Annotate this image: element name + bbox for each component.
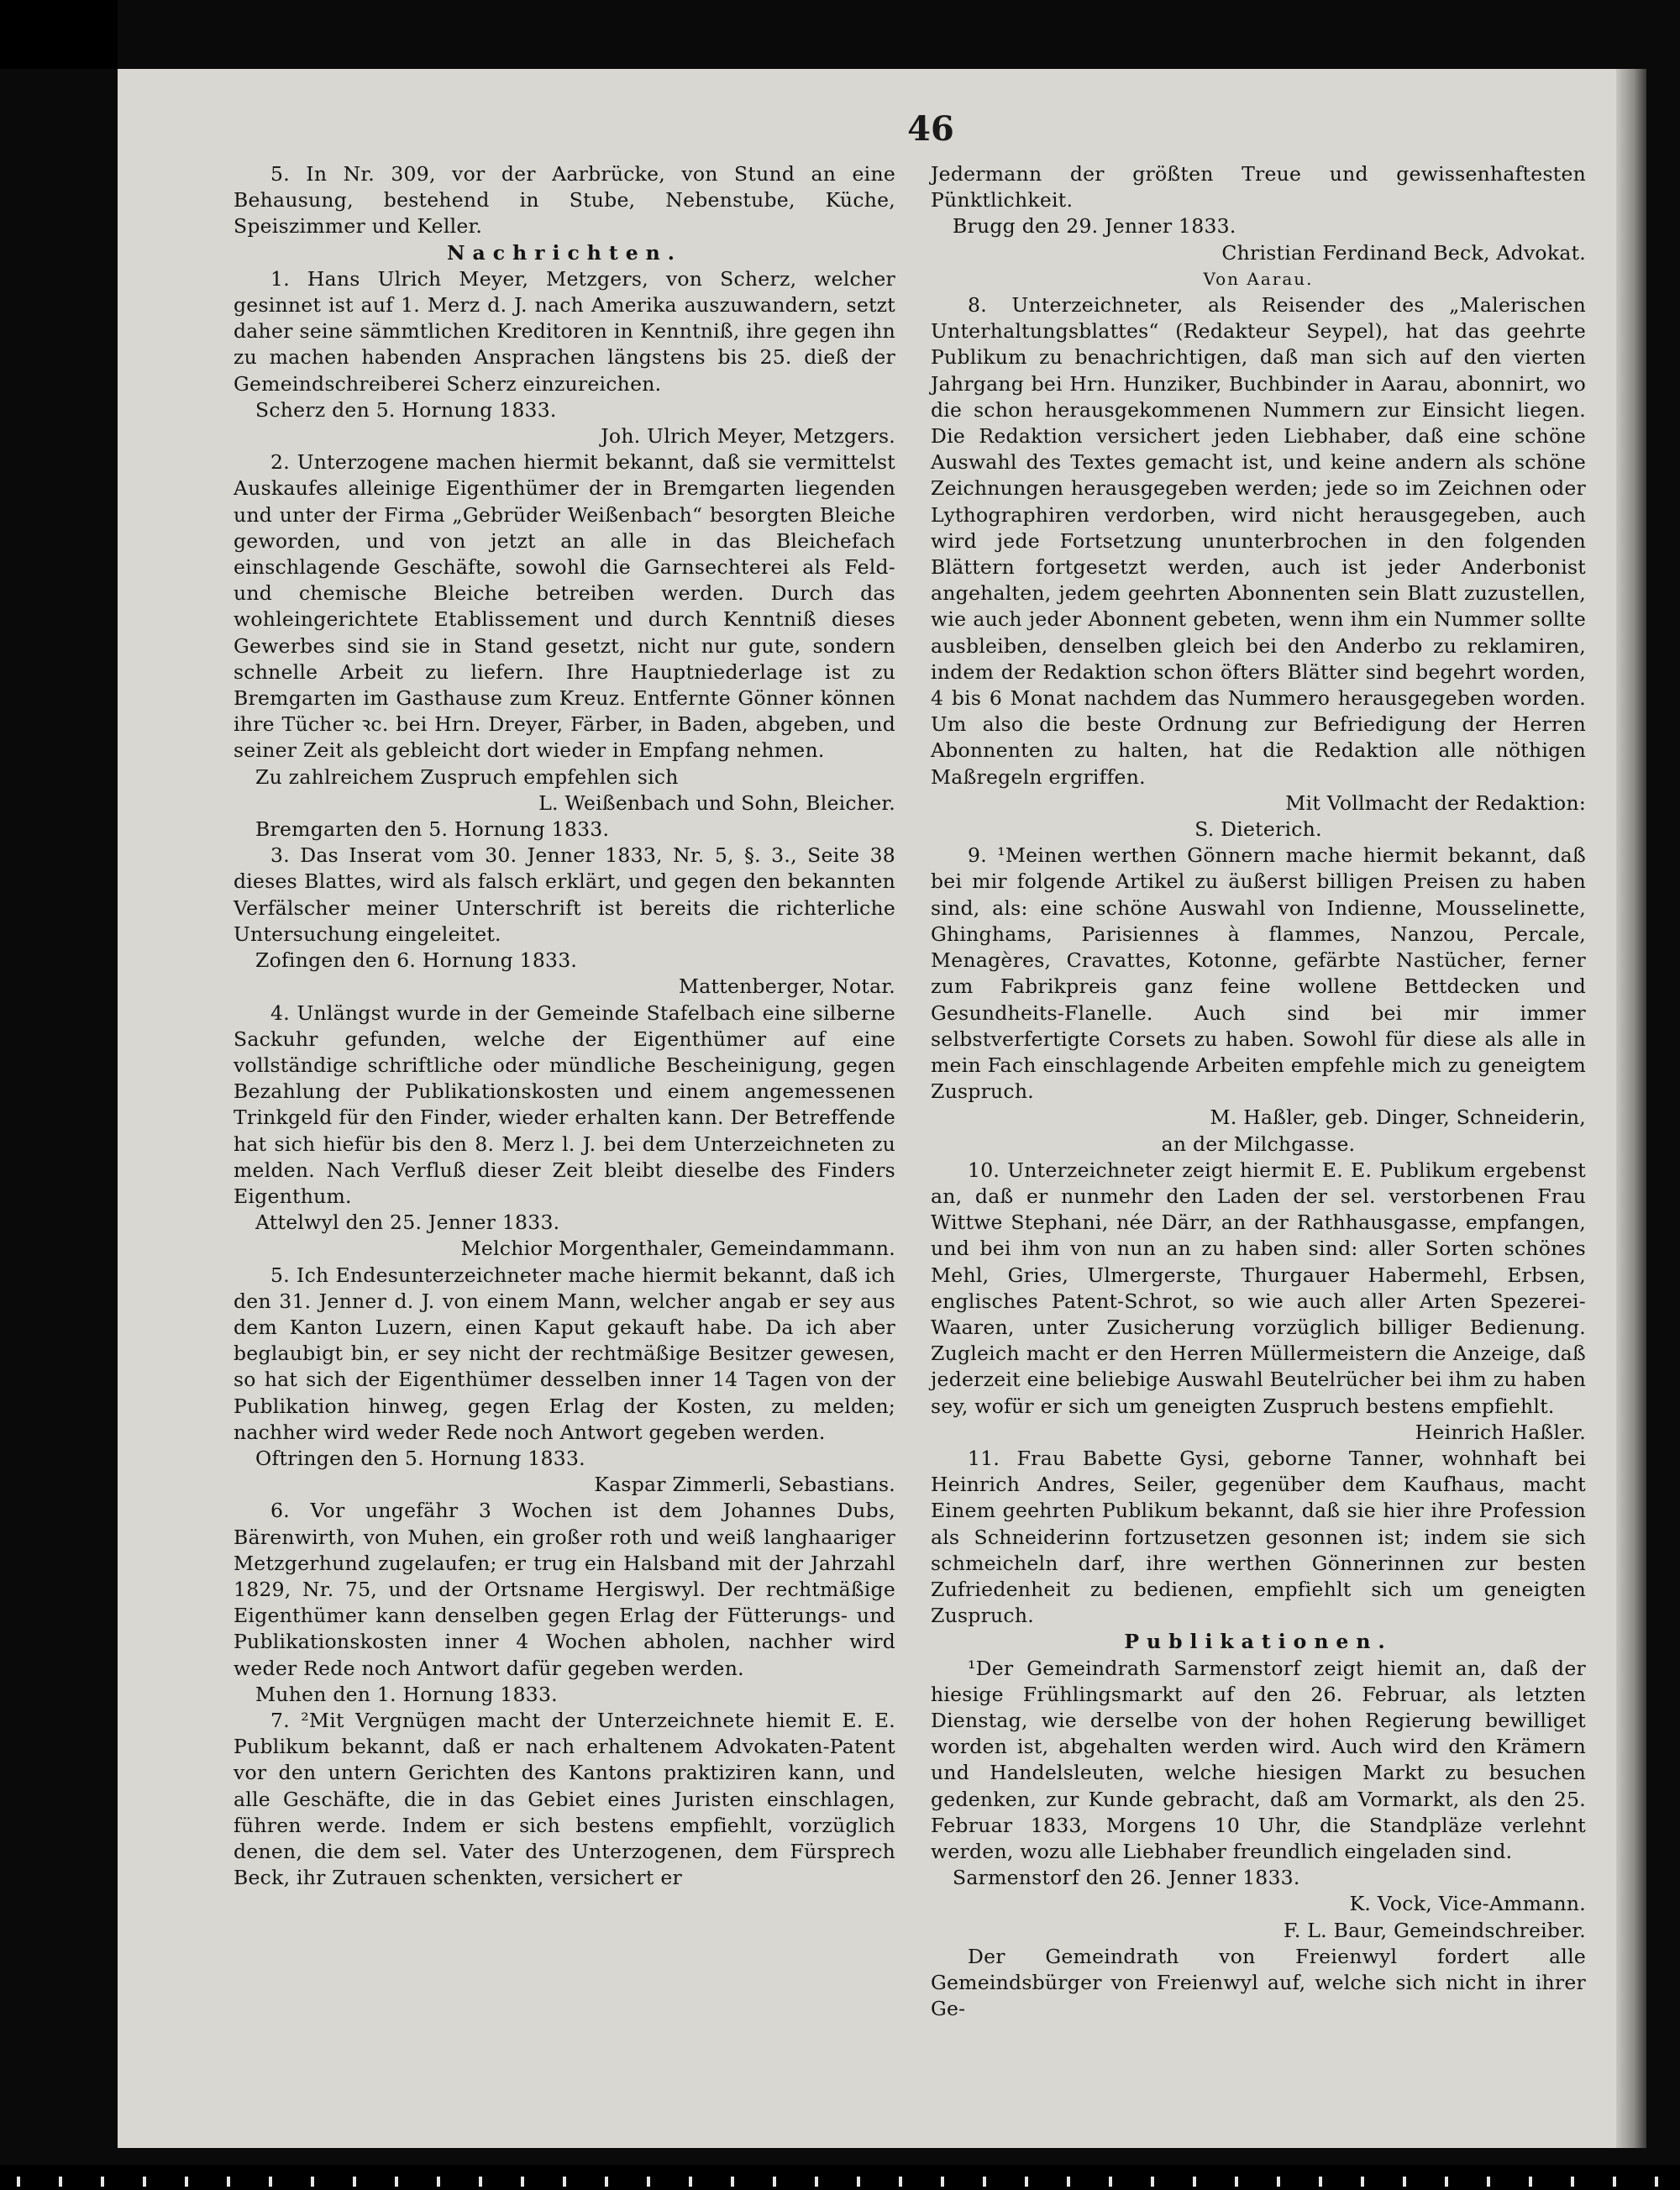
left-column: [234, 161, 895, 1891]
notice-n7: 7. ²Mit Vergnügen macht der Unterzeichnete hiemit E. E. Publikum bekannt, daß er nach erhaltenem Advokaten-Patent vor den untern Gerichten des Kantons praktiziren kann, und alle Geschäfte, die in das Gebiet eines Juristen einschlagen, führen werde. Indem er sich bestens empfiehlt, vorzüglich denen, die dem sel. Vater des Unterzogenen, dem Fürsprech Beck, ihr Zutrauen schenkten, versichert er: [234, 1708, 895, 1890]
notice-n6: 6. Vor ungefähr 3 Wochen ist dem Johannes Dubs, Bärenwirth, von Muhen, ein großer roth und weiß langhaariger Metzgerhund zugelaufen; er trug ein Halsband mit der Jahrzahl 1829, Nr. 75, und der Ortsname Hergiswyl. Der rechtmäßige Eigenthümer kann denselben gegen Erlag der Fütterungs- und Publikationskosten inner 4 Wochen abholen, nachher wird weder Rede noch Antwort dafür gegeben werden.: [234, 1499, 895, 1680]
right-column: [931, 161, 1586, 2022]
notice-n5: 5. Ich Endesunterzeichneter mache hiermit bekannt, daß ich den 31. Jenner d. J. von einem Mann, welcher angab er sey aus dem Kanton Luzern, einen Kaput gekauft habe. Da ich aber beglaubigt bin, er sey nicht der rechtmäßige Besitzer gewesen, so hat sich der Eigenthümer desselben inner 14 Tagen von der Publikation hinweg, gegen Erlag der Kosten, zu melden; nachher wird weder Rede noch Antwort gegeben werden.: [234, 1263, 895, 1444]
ruler-tick: [689, 2177, 692, 2187]
notice-n5-date: Oftringen den 5. Hornung 1833.: [255, 1446, 585, 1470]
notice-n10-signature: Heinrich Haßler.: [1415, 1420, 1586, 1444]
section-heading-nachrichten: Nachrichten.: [447, 240, 682, 265]
section-heading-publikationen: Publikationen.: [1124, 1630, 1393, 1654]
ruler-tick: [1151, 2177, 1154, 2187]
ruler-tick: [101, 2177, 104, 2187]
notice-n10: 10. Unterzeichneter zeigt hiermit E. E. Publikum ergebenst an, daß er nunmehr den Laden der sel. verstorbenen Frau Wittwe Stephani, née Därr, an der Rathhausgasse, empfangen, und bei ihm von nun an zu haben sind: aller Sorten schönes Mehl, Gries, Ulmergerste, Thurgauer Habermehl, Erbsen, englisches Patent-Schrot, so wie auch aller Arten Spezerei-Waaren, unter Zusicherung vorzüglich billiger Bedienung. Zugleich macht er den Herren Müllermeistern die Anzeige, daß jederzeit eine beliebige Auswahl Beutelrücher bei ihm zu haben sey, wofür er sich um geneigten Zuspruch bestens empfiehlt.: [931, 1158, 1586, 1418]
ruler-tick: [1571, 2177, 1574, 2187]
notice-n2-signature: L. Weißenbach und Sohn, Bleicher.: [538, 790, 895, 815]
ruler-tick: [941, 2177, 944, 2187]
notice-n3: 3. Das Inserat vom 30. Jenner 1833, Nr. 5, §. 3., Seite 38 dieses Blattes, wird als falsch erklärt, und gegen den bekannten Verfälscher meiner Unterschrift ist bereits die richterliche Untersuchung eingeleitet.: [234, 843, 895, 946]
scan-border: [0, 0, 118, 69]
scanner-ruler: [0, 2165, 1680, 2190]
ruler-tick: [437, 2177, 440, 2187]
ruler-tick: [899, 2177, 902, 2187]
notice-n4-date: Attelwyl den 25. Jenner 1833.: [255, 1211, 560, 1235]
ruler-tick: [1613, 2177, 1616, 2187]
publication-p1: ¹Der Gemeindrath Sarmenstorf zeigt hiemit an, daß der hiesige Frühlingsmarkt auf den 26. Februar, als letzten Dienstag, wie derselbe von der hohen Regierung bewilliget worden ist, abgehalten werden wird. Auch wird den Krämern und Handelsleuten, welche hiesigen Markt zu besuchen gedenken, zur Kunde gebracht, daß am Vormarkt, als den 25. Februar 1833, Morgens 10 Uhr, die Standpläze verlehnt werden, wozu alle Liebhaber freundlich eingeladen sind.: [931, 1656, 1586, 1863]
notice-n5-signature: Kaspar Zimmerli, Sebastians.: [594, 1473, 895, 1497]
ruler-tick: [479, 2177, 482, 2187]
ruler-tick: [143, 2177, 146, 2187]
ruler-tick: [605, 2177, 608, 2187]
notice-5-continued: 5. In Nr. 309, vor der Aarbrücke, von Stund an eine Behausung, bestehend in Stube, Nebenstube, Küche, Speiszimmer und Keller.: [234, 162, 895, 239]
newspaper-page: [118, 69, 1646, 2148]
notice-n2: 2. Unterzogene machen hiermit bekannt, daß sie vermittelst Auskaufes alleinige Eigenthümer der in Bremgarten liegenden und unter der Firma „Gebrüder Weißenbach“ besorgten Bleiche geworden, und von jetzt an alle in das Bleichefach einschlagende Geschäfte, sowohl die Garnsechterei als Feld- und chemische Bleiche betreiben werden. Durch das wohleingerichtete Etablissement und durch Kenntniß dieses Gewerbes sind sie in Stand gesetzt, nicht nur gute, sondern schnelle Arbeit zu liefern. Ihre Hauptniederlage ist zu Bremgarten im Gasthause zum Kreuz. Entfernte Gönner können ihre Tücher ꝛc. bei Hrn. Dreyer, Färber, in Baden, abgeben, und seiner Zeit als gebleicht dort wieder in Empfang nehmen.: [234, 450, 895, 763]
ruler-tick: [1487, 2177, 1490, 2187]
notice-n9-signature-line2: an der Milchgasse.: [1161, 1132, 1356, 1156]
subheading-von-aarau: Von Aarau.: [1203, 268, 1314, 289]
ruler-tick: [1529, 2177, 1532, 2187]
ruler-tick: [521, 2177, 524, 2187]
notice-n3-date: Zofingen den 6. Hornung 1833.: [255, 948, 578, 973]
ruler-tick: [1025, 2177, 1028, 2187]
notice-n11: 11. Frau Babette Gysi, geborne Tanner, wohnhaft bei Heinrich Andres, Seiler, gegenüber dem Kaufhaus, macht Einem geehrten Publikum bekannt, daß sie hier ihre Profession als Schneiderinn fortzusetzen gesonnen ist; indem sie sich schmeicheln darf, ihre werthen Gönnerinnen zur besten Zufriedenheit zu bedienen, empfiehlt sich um geneigten Zuspruch.: [931, 1446, 1586, 1628]
ruler-tick: [773, 2177, 776, 2187]
ruler-tick: [1655, 2177, 1658, 2187]
notice-n1-date: Scherz den 5. Hornung 1833.: [255, 397, 557, 422]
ruler-tick: [563, 2177, 566, 2187]
ruler-tick: [17, 2177, 20, 2187]
ruler-tick: [227, 2177, 230, 2187]
page-spine-shadow: [1616, 69, 1646, 2148]
ruler-tick: [1403, 2177, 1406, 2187]
notice-n1-signature: Joh. Ulrich Meyer, Metzgers.: [601, 424, 895, 449]
notice-n8-signature-line2: S. Dieterich.: [1194, 817, 1322, 842]
notice-n7-date: Brugg den 29. Jenner 1833.: [953, 214, 1236, 239]
publication-p1-signature-line2: F. L. Baur, Gemeindschreiber.: [1283, 1918, 1586, 1942]
ruler-tick: [1361, 2177, 1364, 2187]
ruler-tick: [1067, 2177, 1070, 2187]
ruler-tick: [857, 2177, 860, 2187]
ruler-tick: [395, 2177, 398, 2187]
ruler-tick: [185, 2177, 188, 2187]
notice-n1: 1. Hans Ulrich Meyer, Metzgers, von Scherz, welcher gesinnet ist auf 1. Merz d. J. nach Amerika auszuwandern, setzt daher seine sämmtlichen Kreditoren in Kenntniß, ihre gegen ihn zu machen habenden Ansprachen längstens bis 25. dieß der Gemeindschreiberei Scherz einzureichen.: [234, 266, 895, 396]
ruler-tick: [1277, 2177, 1280, 2187]
ruler-tick: [59, 2177, 62, 2187]
notice-n9-signature-line1: M. Haßler, geb. Dinger, Schneiderin,: [1210, 1106, 1586, 1130]
ruler-tick: [1109, 2177, 1112, 2187]
ruler-tick: [1193, 2177, 1196, 2187]
notice-n2-date: Bremgarten den 5. Hornung 1833.: [255, 817, 610, 842]
publication-p2: Der Gemeindrath von Freienwyl fordert alle Gemeindsbürger von Freienwyl auf, welche sich nicht in ihrer Ge-: [931, 1944, 1586, 2021]
publication-p1-signature-line1: K. Vock, Vice-Ammann.: [1349, 1892, 1586, 1916]
page-number: 46: [907, 109, 954, 149]
notice-n7-signature: Christian Ferdinand Beck, Advokat.: [1221, 240, 1586, 265]
ruler-tick: [815, 2177, 818, 2187]
notice-n8: 8. Unterzeichneter, als Reisender des „Malerischen Unterhaltungsblattes“ (Redakteur Seypel), hat das geehrte Publikum zu benachrichtigen, daß man sich auf den vierten Jahrgang bei Hrn. Hunziker, Buchbinder in Aarau, abonnirt, wo die schon herausgekommenen Nummern zur Einsicht liegen. Die Redaktion versichert jeden Liebhaber, daß eine schöne Auswahl des Textes gemacht ist, und keine andern als schöne Zeichnungen herausgegeben werden; jede so im Zeichnen oder Lythographiren verdorben, wird nicht herausgegeben, auch wird jede Fortsetzung ununterbrochen in den folgenden Blättern fortgesetzt werden, auch ist jeder Anderbonist angehalten, jedem geehrten Abonnenten sein Blatt zuzustellen, wie auch jeder Abonnent gebeten, wenn ihm ein Nummer sollte ausbleiben, denselben gleich bei den Anderbo zu reklamiren, indem der Redaktion schon öfters Blätter sind begehrt worden, 4 bis 6 Monat nachdem das Nummero herausgegeben worden. Um also die beste Ordnung zur Befriedigung der Herren Abonnenten zu halten, hat die Redaktion alle nöthigen Maßregeln ergriffen.: [931, 293, 1586, 789]
ruler-tick: [1445, 2177, 1448, 2187]
ruler-tick: [311, 2177, 314, 2187]
ruler-tick: [983, 2177, 986, 2187]
ruler-tick: [647, 2177, 650, 2187]
publication-p1-date: Sarmenstorf den 26. Jenner 1833.: [953, 1866, 1300, 1890]
ruler-tick: [1319, 2177, 1322, 2187]
notice-n4: 4. Unlängst wurde in der Gemeinde Stafelbach eine silberne Sackuhr gefunden, welche der Eigenthümer auf eine vollständige schriftliche oder mündliche Bescheinigung, gegen Bezahlung der Publikationskosten und einem angemessenen Trinkgeld für den Finder, wieder erhalten kann. Der Betreffende hat sich hiefür bis den 8. Merz l. J. bei dem Unterzeichneten zu melden. Nach Verfluß dieser Zeit bleibt dieselbe des Finders Eigenthum.: [234, 1000, 895, 1208]
notice-n6-date: Muhen den 1. Hornung 1833.: [255, 1682, 558, 1706]
notice-n7-continued: Jedermann der größten Treue und gewissenhaftesten Pünktlichkeit.: [931, 162, 1586, 213]
ruler-tick: [353, 2177, 356, 2187]
ruler-tick: [269, 2177, 272, 2187]
notice-n2-recommendation: Zu zahlreichem Zuspruch empfehlen sich: [255, 764, 679, 789]
notice-n3-signature: Mattenberger, Notar.: [678, 974, 895, 999]
notice-n4-signature: Melchior Morgenthaler, Gemeindammann.: [460, 1237, 895, 1261]
notice-n8-signature-line1: Mit Vollmacht der Redaktion:: [1285, 790, 1586, 815]
notice-n9: 9. ¹Meinen werthen Gönnern mache hiermit bekannt, daß bei mir folgende Artikel zu äußerst billigen Preisen zu haben sind, als: eine schöne Auswahl von Indienne, Mousselinette, Ghinghams, Parisiennes à flammes, Nanzou, Percale, Menagères, Cravattes, Kotonne, gefärbte Nastücher, ferner zum Fabrikpreis ganz feine wollene Bettdecken und Gesundheits-Flanelle. Auch sind bei mir immer selbstverfertigte Corsets zu haben. Sowohl für diese als alle in mein Fach einschlagende Arbeiten empfehle mich zu geneigtem Zuspruch.: [931, 843, 1586, 1104]
ruler-tick: [1235, 2177, 1238, 2187]
ruler-tick: [731, 2177, 734, 2187]
